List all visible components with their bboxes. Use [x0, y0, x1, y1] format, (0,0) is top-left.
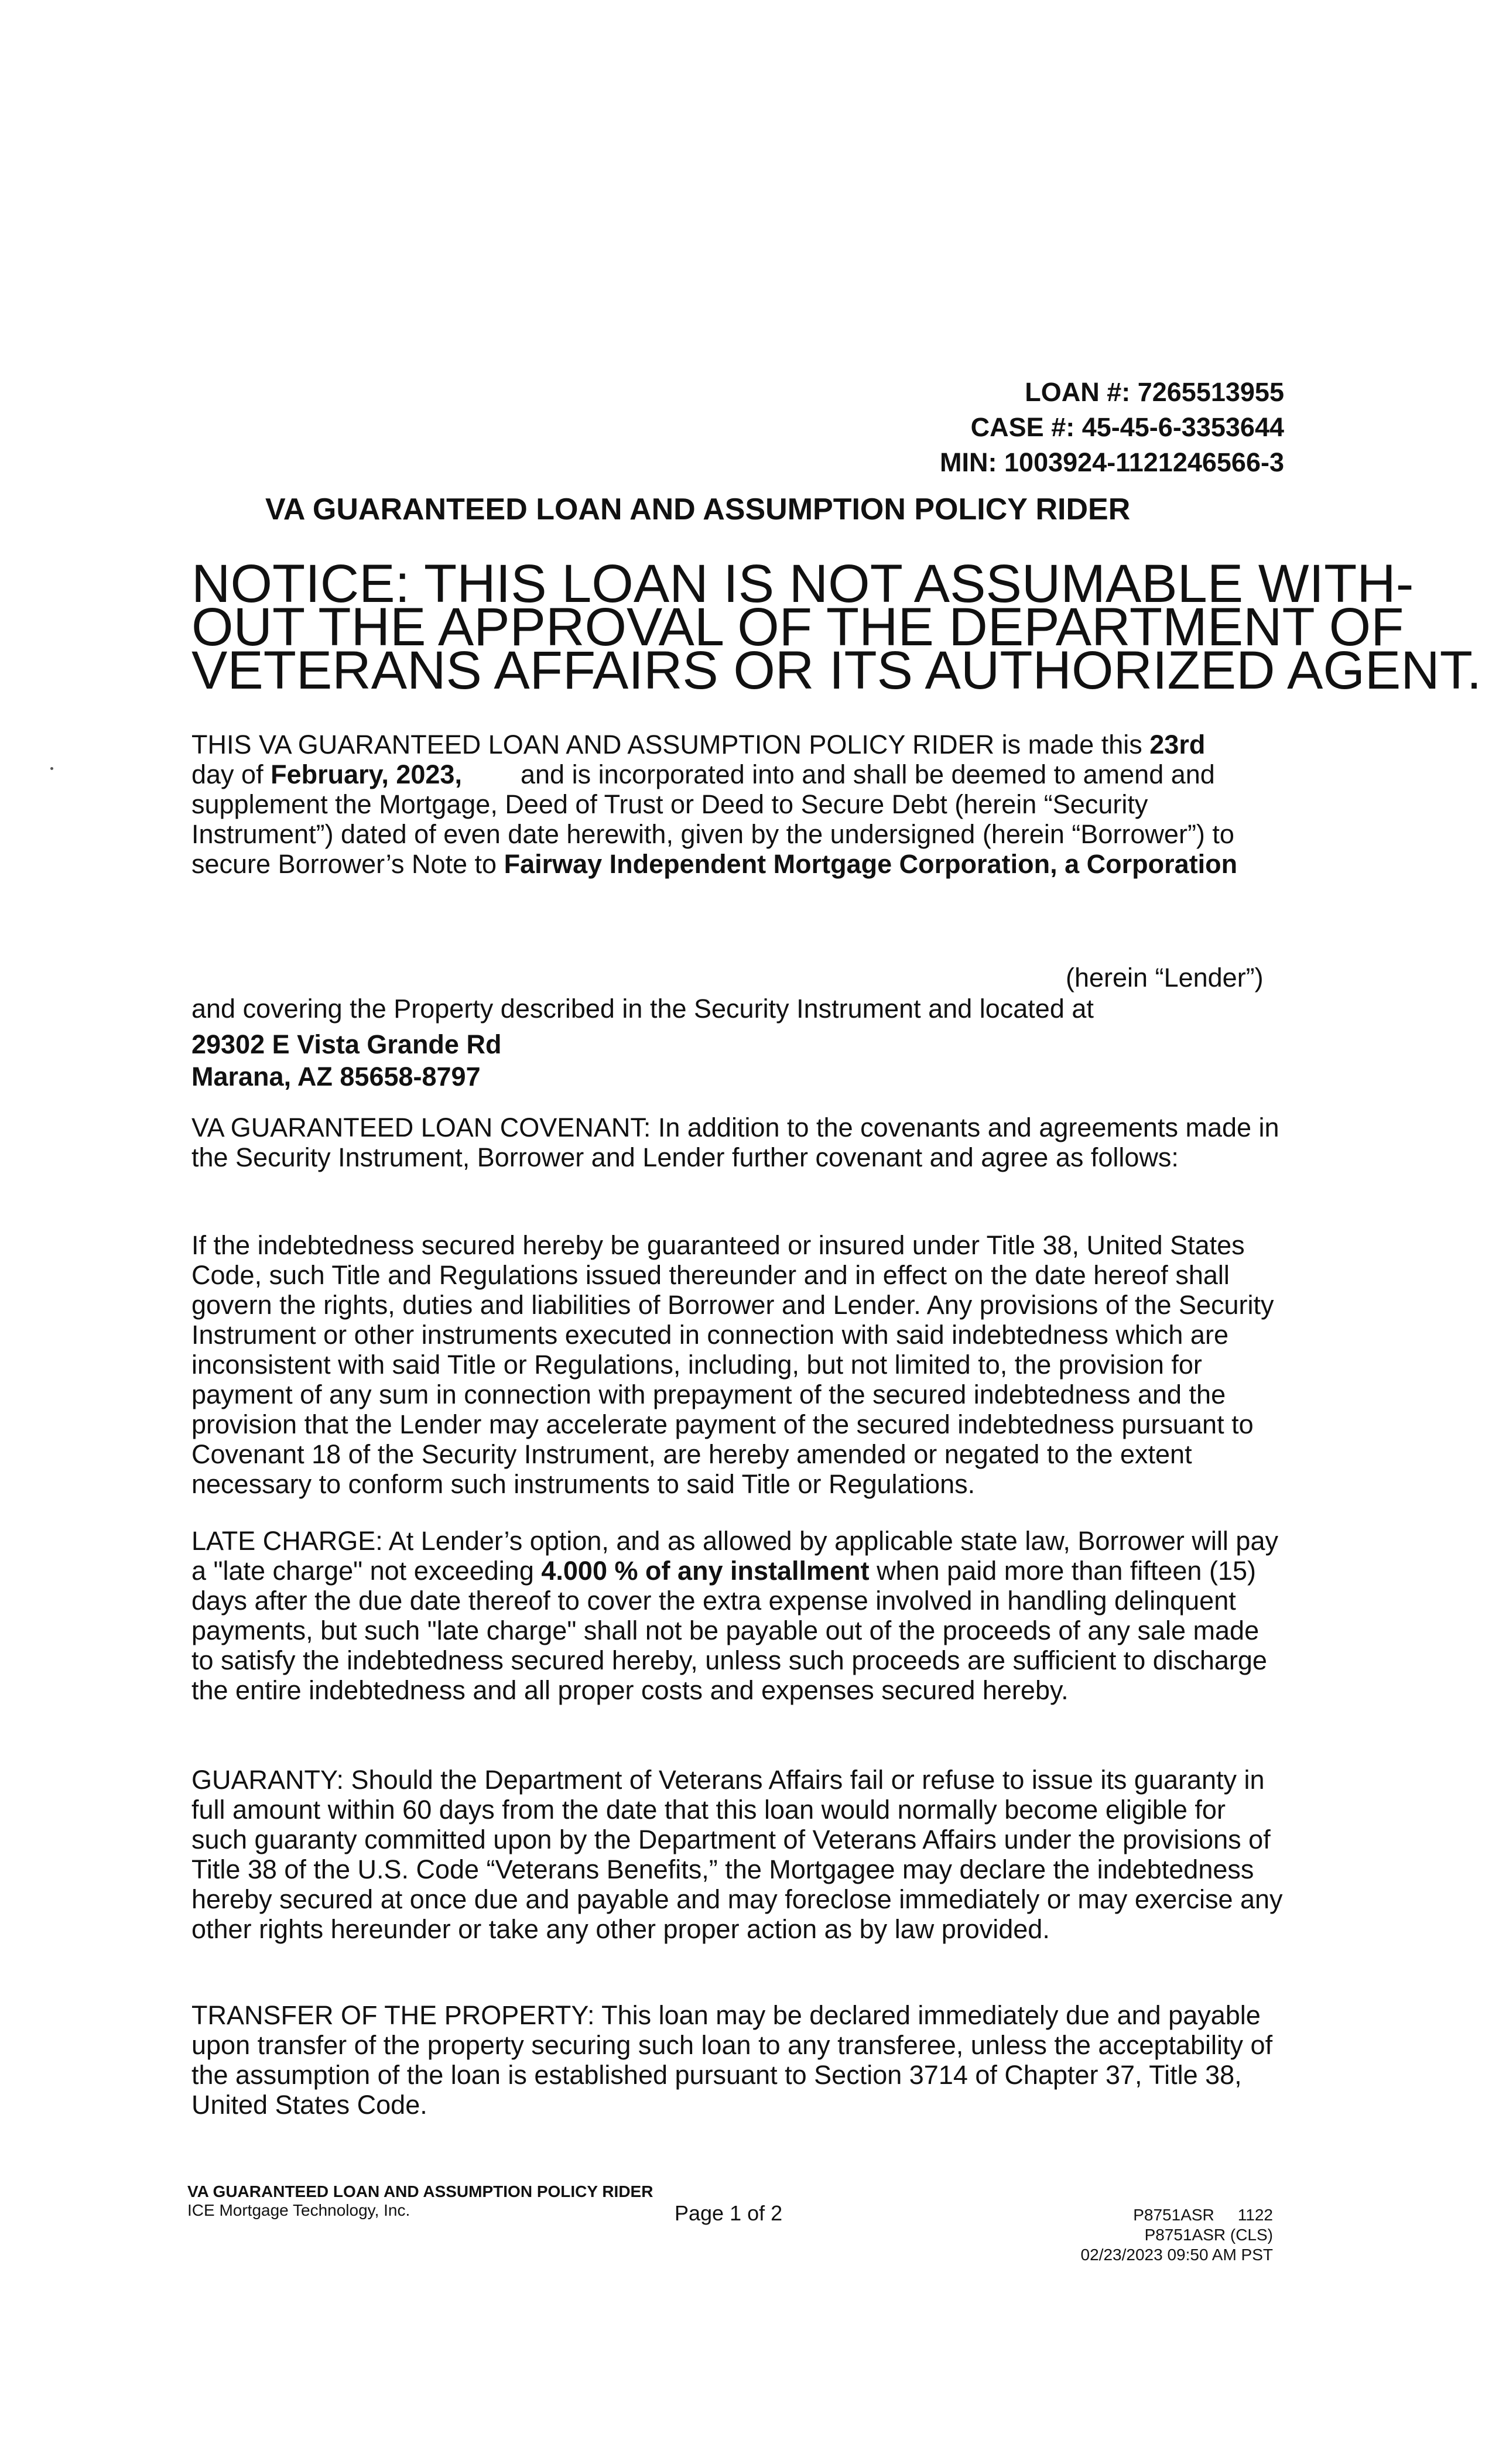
intro-text: THIS VA GUARANTEED LOAN AND ASSUMPTION POLICY RIDER is made this [191, 730, 1142, 759]
notice-line-1: NOTICE: THIS LOAN IS NOT ASSUMABLE WITH- [191, 554, 1414, 614]
loan-number: LOAN #: 7265513955 [1025, 377, 1284, 407]
covenant-paragraph: VA GUARANTEED LOAN COVENANT: In addition to the covenants and agreements made in the Security Instrument, Borrower and Lender further covenant and agree as follows: [191, 1113, 1279, 1172]
intro-paragraph [191, 730, 1286, 879]
footer-vendor: ICE Mortgage Technology, Inc. [187, 2201, 410, 2219]
transfer-paragraph: TRANSFER OF THE PROPERTY: This loan may be declared immediately due and payable upon transfer of the property securing such loan to any transferee, unless the acceptability of the assumption of the loan is established pursuant to Section 3714 of Chapter 37, Title 38, United States Code. [191, 2000, 1273, 2120]
late-charge-text: LATE CHARGE: At Lender’s option, and as allowed by applicable state law, Borrower will pay a "late charge" not exceeding [191, 1526, 1278, 1586]
property-location-text: and covering the Property described in the Security Instrument and located at [191, 994, 1094, 1024]
rider-month-year: February, 2023, [271, 759, 462, 789]
notice-line-2: OUT THE APPROVAL OF THE DEPARTMENT OF [191, 597, 1404, 657]
form-version: 1122 [1237, 2206, 1273, 2224]
footer-title: VA GUARANTEED LOAN AND ASSUMPTION POLICY RIDER [187, 2182, 653, 2201]
rider-day: 23rd [1149, 730, 1206, 759]
guaranty-paragraph: GUARANTY: Should the Department of Veterans Affairs fail or refuse to issue its guaranty in full amount within 60 days from the date that this loan would normally become eligible for such guaranty committed upon by the Department of Veterans Affairs under the provisions of Title 38 of the U.S. Code “Veterans Benefits,” the Mortgagee may declare the indebtedness hereby secured at once due and payable and may foreclose immediately or may exercise any other rights hereunder or take any other proper action as by law provided. [191, 1765, 1283, 1944]
page-number: Page 1 of 2 [675, 2201, 783, 2225]
property-address [191, 1028, 501, 1093]
print-timestamp: 02/23/2023 09:50 AM PST [1080, 2246, 1273, 2264]
form-code-cls: P8751ASR (CLS) [1144, 2226, 1273, 2244]
intro-text-2: and is incorporated into and shall be deemed to amend and supplement the Mortgage, Deed of Trust or Deed to Secure Debt (herein “Security Instrument”) dated of even date herewith, given by the undersigned (herein “Borrower”) to secure Borrower’s Note to [191, 759, 1234, 879]
late-charge-text-2: when paid more than fifteen (15) days after the due date thereof to cover the extra expense involved in handling delinquent payments, but such "late charge" shall not be payable out of the proceeds of any sale made to satisfy the indebtedness secured hereby, unless such proceeds are sufficient to discharge the entire indebtedness and all proper costs and expenses secured hereby. [191, 1556, 1267, 1705]
assumption-notice [191, 554, 1482, 700]
loan-identifiers [940, 375, 1284, 480]
footer-form-codes [1081, 2205, 1273, 2265]
lender-label: (herein “Lender”) [1066, 963, 1264, 993]
late-charge-paragraph [191, 1526, 1286, 1705]
lender-name: Fairway Independent Mortgage Corporation, a Corporation [504, 849, 1238, 879]
form-code: P8751ASR [1133, 2206, 1214, 2224]
scan-speck [50, 767, 53, 770]
address-line-1: 29302 E Vista Grande Rd [191, 1029, 502, 1059]
case-number: CASE #: 45-45-6-3353644 [970, 412, 1284, 442]
late-charge-amount: 4.000 % of any installment [541, 1556, 870, 1586]
notice-line-3: VETERANS AFFAIRS OR ITS AUTHORIZED AGENT. [191, 641, 1482, 700]
address-line-2: Marana, AZ 85658-8797 [191, 1062, 481, 1091]
document-title: VA GUARANTEED LOAN AND ASSUMPTION POLICY RIDER [265, 492, 1131, 526]
day-of-label: day of [191, 759, 263, 789]
min-number: MIN: 1003924-1121246566-3 [940, 447, 1284, 477]
indebtedness-paragraph: If the indebtedness secured hereby be guaranteed or insured under Title 38, United States Code, such Title and Regulations issued thereunder and in effect on the date hereof shall govern the rights, duties and liabilities of Borrower and Lender. Any provisions of the Security Instrument or other instruments executed in connection with said indebtedness which are inconsistent with said Title or Regulations, including, but not limited to, the provision for payment of any sum in connection with prepayment of the secured indebtedness and the provision that the Lender may accelerate payment of the secured indebtedness pursuant to Covenant 18 of the Security Instrument, are hereby amended or negated to the extent necessary to conform such instruments to said Title or Regulations. [191, 1230, 1274, 1499]
